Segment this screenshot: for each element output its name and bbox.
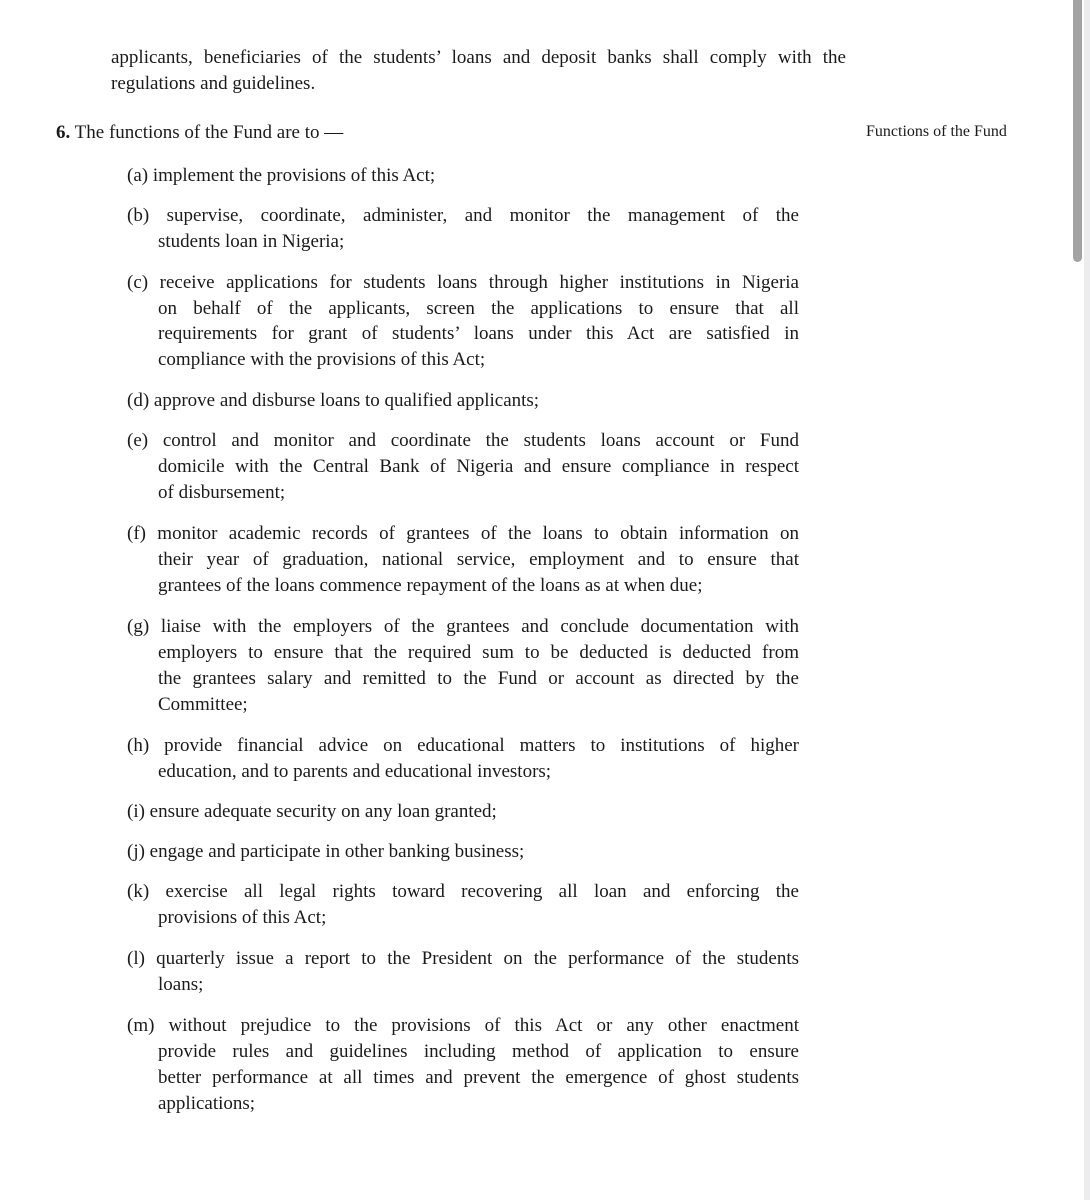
list-item-line: requirements for grant of students’ loans under this Act are satisfied in xyxy=(158,323,799,344)
list-item-line: employers to ensure that the required sum to be deducted is deducted from xyxy=(158,642,799,663)
list-item-line: their year of graduation, national service, employment and to ensure that xyxy=(158,549,799,570)
list-item-line: (l) quarterly issue a report to the President on the performance of the students xyxy=(127,948,799,969)
list-item-line: (i) ensure adequate security on any loan granted; xyxy=(127,801,497,822)
margin-note: Functions of the Fund xyxy=(866,123,1007,140)
list-item-line: (d) approve and disburse loans to qualified applicants; xyxy=(127,390,540,411)
list-item-line: (a) implement the provisions of this Act; xyxy=(127,165,436,186)
list-item-line: students loan in Nigeria; xyxy=(158,231,345,252)
list-item-line: (k) exercise all legal rights toward recovering all loan and enforcing the xyxy=(127,881,799,902)
list-item-line: (g) liaise with the employers of the grantees and conclude documentation with xyxy=(127,616,799,637)
list-item-line: (j) engage and participate in other banking business; xyxy=(127,841,525,862)
list-item-line: (e) control and monitor and coordinate the students loans account or Fund xyxy=(127,430,799,451)
list-item-line: Committee; xyxy=(158,694,248,715)
list-item-line: education, and to parents and educational investors; xyxy=(158,761,552,782)
list-item-line: (f) monitor academic records of grantees of the loans to obtain information on xyxy=(127,523,799,544)
list-item-line: (m) without prejudice to the provisions of this Act or any other enactment xyxy=(127,1015,799,1036)
list-item-line: compliance with the provisions of this Act; xyxy=(158,349,486,370)
list-item-line: domicile with the Central Bank of Nigeria and ensure compliance in respect xyxy=(158,456,799,477)
list-item-line: (h) provide financial advice on educational matters to institutions of higher xyxy=(127,735,799,756)
section-number: 6. xyxy=(56,122,71,143)
list-item-line: the grantees salary and remitted to the Fund or account as directed by the xyxy=(158,668,799,689)
list-item-line: provisions of this Act; xyxy=(158,907,327,928)
section-heading-text: The functions of the Fund are to — xyxy=(74,122,344,143)
intro-line: applicants, beneficiaries of the students’ loans and deposit banks shall comply with the xyxy=(111,47,846,68)
list-item-line: of disbursement; xyxy=(158,482,286,503)
list-item-line: better performance at all times and prevent the emergence of ghost students xyxy=(158,1067,799,1088)
list-item-line: (c) receive applications for students loans through higher institutions in Nigeria xyxy=(127,272,799,293)
list-item-line: (b) supervise, coordinate, administer, and monitor the management of the xyxy=(127,205,799,226)
intro-line: regulations and guidelines. xyxy=(111,73,316,94)
list-item-line: grantees of the loans commence repayment of the loans as at when due; xyxy=(158,575,703,596)
list-item-line: on behalf of the applicants, screen the applications to ensure that all xyxy=(158,298,799,319)
list-item-line: applications; xyxy=(158,1093,256,1114)
scrollbar-thumb[interactable] xyxy=(1073,0,1082,262)
section-heading xyxy=(56,121,343,145)
list-item-line: loans; xyxy=(158,974,204,995)
scrollbar-track[interactable] xyxy=(1084,0,1090,1200)
list-item-line: provide rules and guidelines including method of application to ensure xyxy=(158,1041,799,1062)
